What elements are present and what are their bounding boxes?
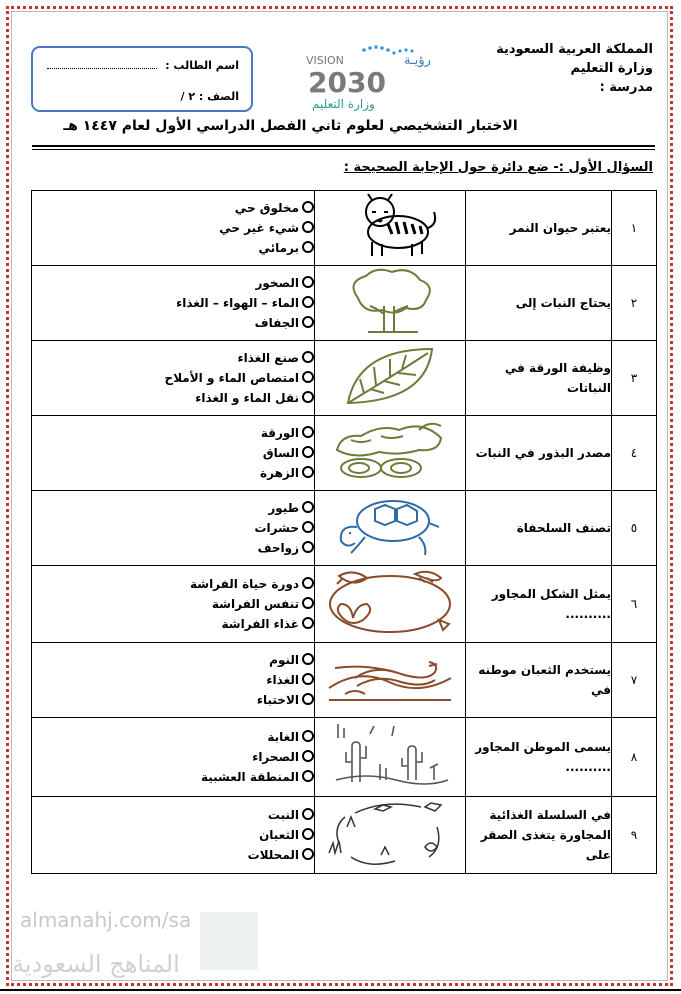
circle-icon (302, 617, 314, 629)
answer-option[interactable] (32, 747, 314, 767)
answer-option[interactable] (32, 368, 314, 388)
tiger-drawing (315, 191, 466, 266)
answer-option-label: الماء – الهواء – الغذاء (176, 296, 299, 310)
question-row (32, 566, 657, 643)
exam-title: الاختبار التشخيصي لعلوم ثاني الفصل الدراسي الأول لعام ١٤٤٧ هـ (63, 118, 518, 134)
desert-drawing (315, 718, 466, 797)
question-number: ٧ (612, 643, 657, 718)
answer-option-label: مخلوق حي (234, 201, 299, 215)
answer-option-label: الاختباء (256, 693, 299, 707)
answer-option[interactable] (32, 670, 314, 690)
question-row (32, 718, 657, 797)
circle-icon (302, 597, 314, 609)
answer-option-label: صنع الغذاء (237, 351, 299, 365)
circle-icon (302, 521, 314, 533)
answer-option-label: الصحراء (252, 750, 299, 764)
grade-label: الصف : ٢ / (180, 90, 239, 103)
answer-option-label: نقل الماء و الغذاء (195, 391, 299, 405)
answer-option[interactable] (32, 238, 314, 258)
answer-option-label: شيء غير حي (219, 221, 299, 235)
answer-options (32, 191, 315, 266)
answer-option[interactable] (32, 198, 314, 218)
answer-option[interactable] (32, 463, 314, 483)
question-text: يمثل الشكل المجاور .......... (466, 566, 612, 643)
question-row (32, 191, 657, 266)
circle-icon (302, 201, 314, 213)
answer-option[interactable] (32, 825, 314, 845)
question-number: ٨ (612, 718, 657, 797)
answer-option-label: الغذاء (266, 673, 299, 687)
question-text: يعتبر حيوان النمر (466, 191, 612, 266)
answer-option-label: برمائي (258, 241, 299, 255)
question-row (32, 797, 657, 874)
question-row (32, 341, 657, 416)
answer-option-label: النوم (269, 653, 299, 667)
answer-option[interactable] (32, 538, 314, 558)
answer-option[interactable] (32, 805, 314, 825)
circle-icon (302, 577, 314, 589)
answer-option-label: امتصاص الماء و الأملاح (164, 371, 299, 385)
kingdom-label: المملكة العربية السعودية (496, 42, 653, 57)
answer-options (32, 797, 315, 874)
answer-option-label: طيور (268, 501, 299, 515)
answer-options (32, 718, 315, 797)
answer-option[interactable] (32, 388, 314, 408)
peanut-drawing (315, 416, 466, 491)
question-text: يحتاج النبات إلى (466, 266, 612, 341)
question-text: مصدر البذور في النبات (466, 416, 612, 491)
circle-icon (302, 541, 314, 553)
header-institution (496, 40, 653, 97)
answer-option[interactable] (32, 498, 314, 518)
answer-option[interactable] (32, 574, 314, 594)
answer-option-label: الصخور (255, 276, 299, 290)
circle-icon (302, 848, 314, 860)
title-divider-thin (32, 149, 655, 150)
circle-icon (302, 351, 314, 363)
food-chain-drawing (315, 797, 466, 874)
answer-option[interactable] (32, 443, 314, 463)
tree-drawing (315, 266, 466, 341)
question-row (32, 266, 657, 341)
questions-table (31, 190, 657, 874)
answer-option[interactable] (32, 423, 314, 443)
answer-option[interactable] (32, 690, 314, 710)
school-label: مدرسة : (599, 80, 653, 95)
answer-options (32, 341, 315, 416)
watermark-site: almanahj.com/sa (20, 908, 192, 932)
answer-option-label: الورقة (260, 426, 299, 440)
circle-icon (302, 673, 314, 685)
bottom-rule (0, 989, 681, 991)
answer-options (32, 566, 315, 643)
answer-option-label: تنفس الفراشة (211, 597, 299, 611)
circle-icon (302, 828, 314, 840)
circle-icon (302, 750, 314, 762)
question-number: ٢ (612, 266, 657, 341)
question-text: تصنف السلحفاة (466, 491, 612, 566)
answer-option-label: الزهرة (260, 466, 299, 480)
circle-icon (302, 296, 314, 308)
circle-icon (302, 446, 314, 458)
question-text: يسمى الموطن المجاور .......... (466, 718, 612, 797)
answer-option[interactable] (32, 273, 314, 293)
logo-ministry-text: وزارة التعليم (312, 97, 375, 111)
question-row (32, 491, 657, 566)
logo-vision-text: VISION (306, 54, 344, 67)
answer-option[interactable] (32, 845, 314, 865)
question-row (32, 416, 657, 491)
question-number: ٣ (612, 341, 657, 416)
question-number: ٦ (612, 566, 657, 643)
circle-icon (302, 466, 314, 478)
answer-option[interactable] (32, 650, 314, 670)
answer-option[interactable] (32, 348, 314, 368)
student-name-row (47, 59, 239, 72)
question-number: ٤ (612, 416, 657, 491)
circle-icon (302, 693, 314, 705)
answer-option[interactable] (32, 614, 314, 634)
question-number: ٩ (612, 797, 657, 874)
answer-option-label: النبت (267, 808, 299, 822)
circle-icon (302, 276, 314, 288)
logo-ruya-text: رؤيـة (404, 53, 431, 68)
question-number: ٥ (612, 491, 657, 566)
title-divider (32, 145, 655, 147)
circle-icon (302, 808, 314, 820)
answer-option-label: الجفاف (254, 316, 299, 330)
watermark-name: المناهج السعودية (12, 950, 180, 978)
answer-option-label: حشرات (254, 521, 299, 535)
answer-option[interactable] (32, 727, 314, 747)
student-info-box (31, 46, 253, 112)
answer-option-label: زواحف (257, 541, 299, 555)
question-row (32, 643, 657, 718)
answer-option[interactable] (32, 313, 314, 333)
circle-icon (302, 501, 314, 513)
answer-option-label: المحللات (247, 848, 299, 862)
answer-option-label: غذاء الفراشة (221, 617, 299, 631)
answer-option[interactable] (32, 293, 314, 313)
butterfly-cycle-drawing (315, 566, 466, 643)
circle-icon (302, 241, 314, 253)
answer-option-label: دورة حياة الفراشة (189, 577, 299, 591)
circle-icon (302, 221, 314, 233)
answer-option-label: الساق (262, 446, 299, 460)
circle-icon (302, 653, 314, 665)
answer-options (32, 491, 315, 566)
answer-options (32, 643, 315, 718)
turtle-drawing (315, 491, 466, 566)
ministry-label: وزارة التعليم (570, 61, 653, 76)
circle-icon (302, 730, 314, 742)
circle-icon (302, 770, 314, 782)
answer-option-label: الثعبان (259, 828, 299, 842)
answer-option[interactable] (32, 218, 314, 238)
answer-option-label: المنطقة العشبية (200, 770, 299, 784)
circle-icon (302, 316, 314, 328)
answer-option-label: الغابة (267, 730, 299, 744)
question-text: في السلسلة الغذائية المجاورة يتغذى الصقر على (466, 797, 612, 874)
snake-drawing (315, 643, 466, 718)
circle-icon (302, 391, 314, 403)
circle-icon (302, 371, 314, 383)
watermark-logo-box (200, 912, 258, 970)
student-name-field[interactable] (47, 68, 157, 69)
answer-options (32, 416, 315, 491)
question-text: يستخدم الثعبان موطنه في (466, 643, 612, 718)
vision-2030-logo (304, 42, 464, 112)
answer-option[interactable] (32, 518, 314, 538)
answer-option[interactable] (32, 767, 314, 787)
section-title: السؤال الأول :- ضع دائرة حول الإجابة الصحيحة : (343, 160, 653, 175)
question-number: ١ (612, 191, 657, 266)
logo-year-text: 2030 (308, 66, 386, 99)
answer-option[interactable] (32, 594, 314, 614)
circle-icon (302, 426, 314, 438)
student-name-label: اسم الطالب : (165, 59, 239, 72)
question-text: وظيفة الورقة في النباتات (466, 341, 612, 416)
leaf-drawing (315, 341, 466, 416)
answer-options (32, 266, 315, 341)
